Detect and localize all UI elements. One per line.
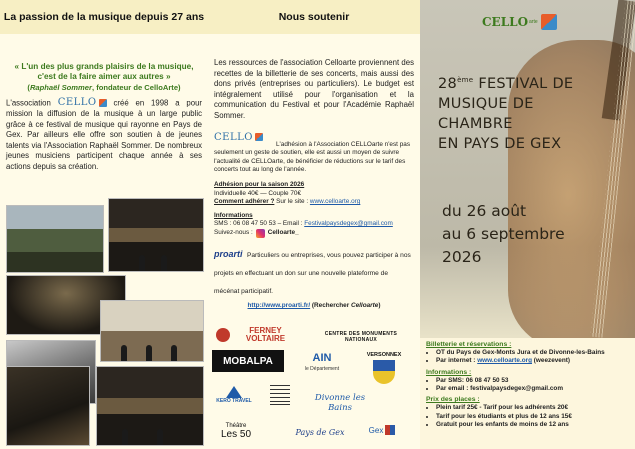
- practical-info: [420, 338, 635, 449]
- adhesion-how-line: [214, 198, 414, 207]
- billetterie-item: [436, 357, 629, 365]
- partner-ain: [294, 352, 350, 376]
- photo-stage-trio: [108, 198, 204, 272]
- celloarte-inline-logo: [58, 98, 107, 109]
- adhesion-prices: Individuelle 40€ — Couple 70€: [214, 189, 302, 197]
- title-line-3: CHAMBRE: [438, 115, 513, 132]
- date-line-3: 2026: [442, 247, 482, 266]
- cover-logo-sup: arte: [529, 19, 538, 25]
- prix-title: Prix des places :: [426, 396, 480, 404]
- proarti-link[interactable]: http://www.proarti.fr/: [247, 301, 311, 309]
- divonne-label: Divonne les Bains: [314, 393, 366, 413]
- proarti-search-end: ): [378, 301, 381, 309]
- proarti-link-line: [214, 302, 414, 311]
- photo-quartet: [96, 366, 204, 446]
- follow-label: Suivez-nous :: [214, 229, 253, 237]
- info-contact-line: [214, 220, 414, 229]
- title-line-4: EN PAYS DE GEX: [438, 135, 562, 152]
- partner-theatre-les50: [216, 418, 256, 444]
- festival-title: [420, 70, 635, 269]
- musician-figure: [161, 255, 167, 271]
- photo-ensemble: [100, 300, 204, 362]
- cover-logo-text: CELLO: [482, 15, 529, 29]
- ferney-logo-icon: [216, 328, 230, 342]
- partner-gex: [358, 418, 406, 442]
- membership-text: L'adhésion à l'Association CELLOarte n'est pas seulement un geste de soutien, elle est aussi un moyen de suivre l'actualité de CELLOarte, de bénéficier de réductions sur le tarif des concerts tout au long de l'année.: [214, 140, 411, 174]
- prix-item: • Gratuit pour les enfants de moins de 12 ans: [436, 421, 629, 429]
- date-line-2: au 6 septembre: [442, 224, 565, 243]
- informations-item: • Par SMS: 06 08 47 50 53: [436, 377, 629, 385]
- paragraph-body: créé en 1998 a pour mission la diffusion de la musique à un large public grâce à ce festival de musique qui rayonne en Pays de Gex. Par ailleurs elle offre son soutien à de jeunes talents via l'Association Raphaël Sommer. De nombreux jeunes musiciens participent chaque année à ses actions depuis sa création.: [6, 98, 203, 171]
- partner-versonnex: [358, 348, 410, 388]
- monuments-label: CENTRE DES MONUMENTS NATIONAUX: [324, 331, 398, 343]
- date-line-1: du 26 août: [442, 201, 527, 220]
- ain-sub: le Département: [304, 366, 340, 372]
- info-sms: SMS : 06 08 47 50 53 – Email :: [214, 220, 305, 228]
- billetterie-link[interactable]: www.celloarte.org: [477, 357, 533, 365]
- informations-item: • Par email : festivalpaysdegex@gmail.com: [436, 385, 629, 393]
- gex-flag-icon: [385, 425, 395, 435]
- musician-figure: [122, 429, 128, 445]
- title-line-2: MUSIQUE DE: [438, 95, 534, 112]
- paragraph-prefix: L'association: [6, 98, 51, 108]
- proarti-logo: proarti: [214, 248, 243, 259]
- billetterie-internet-label: Par internet :: [436, 357, 478, 365]
- adhesion-how-text: Sur le site :: [274, 198, 310, 206]
- quote-author-role: , fondateur de CelloArte): [91, 83, 181, 92]
- musician-figure: [139, 255, 145, 271]
- instagram-icon[interactable]: [256, 229, 265, 238]
- partner-mobalpa: [212, 350, 284, 372]
- photo-outdoor-concert: [6, 205, 104, 273]
- association-paragraph: [6, 98, 202, 173]
- celloarte-inline-logo-text: CELLO: [57, 97, 97, 108]
- les50-label: Les 50: [220, 428, 252, 440]
- cover-logo-squares-icon: [541, 14, 557, 30]
- cover-logo: [482, 14, 557, 30]
- partner-ferney-voltaire: [216, 324, 298, 346]
- info-block: [214, 212, 414, 238]
- billetterie-list: [426, 349, 629, 365]
- versonnex-shield-icon: [373, 360, 395, 384]
- gex-label: Gex: [368, 425, 384, 435]
- partner-music-sponsor: [266, 382, 294, 408]
- billetterie-url-suffix: (weezevent): [532, 357, 571, 365]
- music-staff-icon: [270, 385, 290, 405]
- versonnex-label: VERSONNEX: [366, 352, 402, 358]
- support-intro: Les ressources de l'association Celloarte proviennent des recettes de la billetterie de ses concerts, mais aussi des dons privés (entreprises ou particuliers). Le budget est intégralement utilisé pour l'organisation et la communication du Festival et pour l'Académie Raphaël Sommer.: [214, 58, 414, 120]
- adhesion-link[interactable]: www.celloarte.org: [309, 198, 361, 206]
- musician-figure: [121, 345, 127, 361]
- prix-item: • Plein tarif 25€ - Tarif pour les adhérents 20€: [436, 404, 629, 412]
- prix-list: [426, 404, 629, 429]
- billetterie-title: Billetterie et réservations :: [426, 341, 512, 348]
- mobalpa-label: MOBALPA: [223, 355, 273, 367]
- edition-number: 28: [438, 75, 458, 92]
- musician-figure: [171, 345, 177, 361]
- pays-de-gex-label: Pays de Gex: [295, 427, 345, 437]
- info-email-link[interactable]: Festivalpaysdegex@gmail.com: [304, 220, 393, 228]
- musician-figure: [146, 345, 152, 361]
- partner-divonne: [308, 392, 372, 414]
- adhesion-title: Adhésion pour la saison 2026: [214, 180, 305, 188]
- informations-list: [426, 377, 629, 393]
- quote-author: Raphaël Sommer: [29, 83, 92, 92]
- proarti-search: (Rechercher: [310, 301, 351, 309]
- panel2-header: Nous soutenir: [208, 0, 420, 34]
- title-line-1: [438, 70, 635, 94]
- logo-square-icon: [99, 99, 107, 107]
- prix-item: • Tarif pour les étudiants et plus de 12 ans 15€: [436, 413, 629, 421]
- panel-passion: [0, 0, 208, 449]
- info-title: Informations: [214, 211, 253, 219]
- panel1-header: La passion de la musique depuis 27 ans: [0, 0, 208, 34]
- proarti-block: [214, 244, 414, 298]
- kero-label: KERO TRAVEL: [216, 398, 252, 404]
- partner-kero-travel: [214, 382, 254, 408]
- follow-line: [214, 229, 414, 238]
- celloarte-small-logo-text: CELLO: [214, 131, 253, 143]
- edition-suffix: ème: [457, 76, 474, 84]
- adhesion-block: [214, 181, 414, 207]
- musician-figure: [157, 429, 163, 445]
- partner-pays-de-gex: [288, 422, 352, 442]
- quote: « L'un des plus grands plaisirs de la musique, c'est de la faire aimer aux autres »: [14, 62, 194, 81]
- proarti-text: Particuliers ou entreprises, vous pouvez participer à nos projets en effectuant un don sur une nouvelle plateforme de mécénat participatif.: [214, 251, 411, 295]
- partner-monuments: [318, 326, 404, 348]
- logo-square-icon: [255, 133, 263, 141]
- celloarte-small-logo: [214, 132, 272, 143]
- quote-attribution: (Raphaël Sommer, fondateur de CelloArte): [27, 83, 181, 92]
- instagram-handle[interactable]: Celloarte_: [267, 229, 299, 237]
- proarti-search-term: Celloarte: [350, 301, 379, 309]
- ferney-label: FERNEY VOLTAIRE: [245, 326, 286, 343]
- billetterie-item: • OT du Pays de Gex-Monts Jura et de Divonne-les-Bains: [436, 349, 629, 357]
- panel-cover: [420, 0, 635, 449]
- photo-cellist: [6, 366, 90, 446]
- ain-label: AIN: [312, 352, 332, 364]
- informations-title: Informations :: [426, 368, 472, 376]
- panel-support: [208, 0, 420, 449]
- kero-logo-icon: [226, 386, 242, 398]
- theatre-label: Théâtre: [225, 422, 247, 429]
- adhesion-how: Comment adhérer ?: [214, 198, 275, 206]
- title-line-1-text: FESTIVAL DE: [478, 75, 574, 92]
